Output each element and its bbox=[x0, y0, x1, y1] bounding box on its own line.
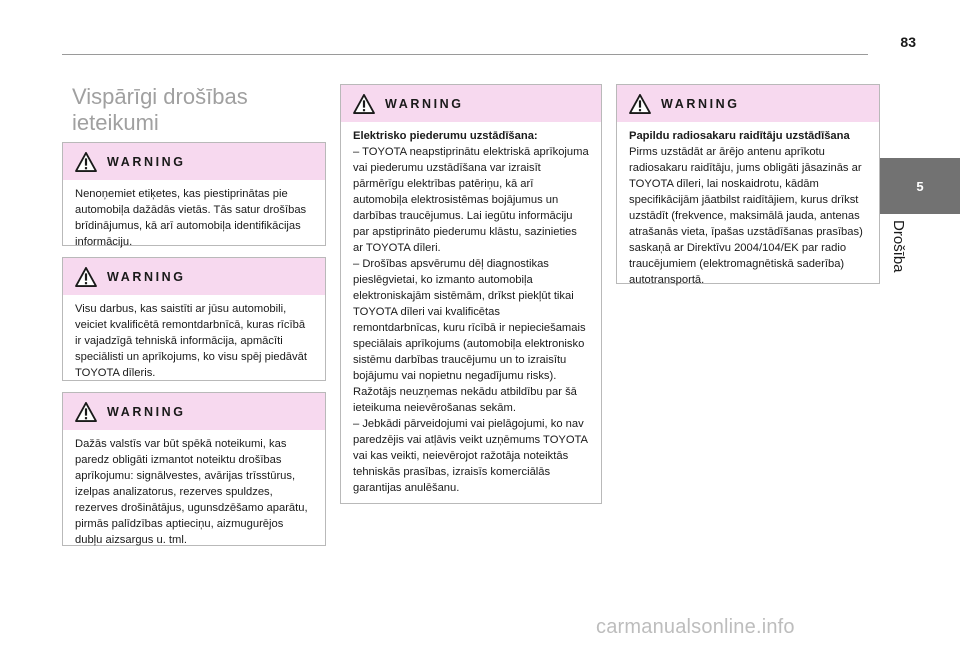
warning-triangle-icon bbox=[75, 402, 97, 422]
top-rule bbox=[62, 54, 868, 55]
warning-body bbox=[341, 122, 601, 496]
warning-header bbox=[341, 85, 601, 122]
warning-header bbox=[617, 85, 879, 122]
warning-lead: Papildu radiosakaru raidītāju uzstādīšana bbox=[629, 130, 850, 142]
warning-body bbox=[63, 430, 325, 548]
warning-title: WARNING bbox=[107, 269, 186, 284]
warning-title: WARNING bbox=[107, 154, 186, 169]
warning-body bbox=[63, 295, 325, 381]
warning-text: – TOYOTA neapstiprinātu elektriskā aprīkojuma vai piederumu uzstādīšana var izraisīt pārmērīgu elektrības patēriņu, kā arī automobiļa elektrosistēmas bojājumus un darbības traucējumus. Lai iegūtu informāciju par apstiprināto piederumu klāstu, sazinieties ar TOYOTA dīleri. – Drošības apsvērumu dēļ diagnostikas pieslēgvietai, ko izmanto automobiļa elektroniskajām sistēmām, drīkst piekļūt tikai TOYOTA dīleri vai kvalificētas remontdarbnīcas, kuru rīcībā ir nepieciešamais speciālais aprīkojums (automobiļa elektronisko sistēmu darbības traucējumu un to izraisītu bojājumu vai nopietnu negadījumu risks). Ražotājs neuzņemas nekādu atbildību par šā ieteikuma neievērošanas sekām. – Jebkādi pārveidojumi vai pielāgojumi, ko nav paredzējis vai atļāvis veikt uzņēmums TOYOTA vai kas veikti, neievērojot ražotāja noteiktās tehniskās prasības, izraisīs komerciālās garantijas anulēšanu. bbox=[353, 146, 589, 494]
warning-triangle-icon bbox=[75, 152, 97, 172]
warning-text: Nenoņemiet etiķetes, kas piestiprinātas pie automobiļa dažādās vietās. Tās satur drošības brīdinājumus, kā arī automobiļa identifikācijas informāciju. bbox=[75, 188, 307, 248]
warning-header bbox=[63, 258, 325, 295]
section-title: Vispārīgi drošības ieteikumi bbox=[72, 84, 248, 135]
warning-text: Visu darbus, kas saistīti ar jūsu automobili, veiciet kvalificētā remontdarbnīcā, kuras rīcībā ir vajadzīgā tehniskā informācija, apmācīti speciālisti un aprīkojums, ko visu spēj piedāvāt TOYOTA dīleris. bbox=[75, 303, 307, 379]
warning-triangle-icon bbox=[629, 94, 651, 114]
warning-title: WARNING bbox=[661, 96, 740, 111]
warning-triangle-icon bbox=[353, 94, 375, 114]
chapter-number: 5 bbox=[916, 178, 924, 194]
watermark: carmanualsonline.info bbox=[596, 616, 795, 638]
chapter-tab[interactable] bbox=[880, 158, 960, 214]
warning-header bbox=[63, 143, 325, 180]
warning-title: WARNING bbox=[107, 404, 186, 419]
chapter-title: Drošība bbox=[890, 220, 907, 273]
warning-header bbox=[63, 393, 325, 430]
warning-box bbox=[340, 84, 602, 504]
warning-title: WARNING bbox=[385, 96, 464, 111]
warning-box bbox=[62, 392, 326, 546]
warning-triangle-icon bbox=[75, 267, 97, 287]
warning-text: Dažās valstīs var būt spēkā noteikumi, kas paredz obligāti izmantot noteiktu drošības aprīkojumu: signālvestes, avārijas trīsstūrus, izelpas analizatorus, rezerves spuldzes, rezerves drošinātājus, ugunsdzēšamo aparātu, pirmās palīdzības aptieciņu, aizmugurējos dubļu aizsargus u. tml. bbox=[75, 438, 308, 546]
chapter-label bbox=[884, 216, 914, 296]
warning-lead: Elektrisko piederumu uzstādīšana: bbox=[353, 130, 538, 142]
warning-box bbox=[62, 257, 326, 381]
page-number: 83 bbox=[900, 34, 916, 50]
warning-body bbox=[617, 122, 879, 288]
warning-box bbox=[62, 142, 326, 246]
warning-body bbox=[63, 180, 325, 250]
warning-box bbox=[616, 84, 880, 284]
warning-text: Pirms uzstādāt ar ārējo antenu aprīkotu radiosakaru raidītāju, jums obligāti jāsazinās ar TOYOTA dīleri, lai noskaidrotu, kādām specifikācijām jāatbilst raidītājiem, kurus drīkst uzstādīt (frekvence, maksimālā jauda, antenas atrašanās vieta, īpašas uzstādīšanas prasības) saskaņā ar Direktīvu 2004/104/EK par radio traucējumiem (elektromagnētiskā saderība) autotransportā. bbox=[629, 146, 863, 286]
